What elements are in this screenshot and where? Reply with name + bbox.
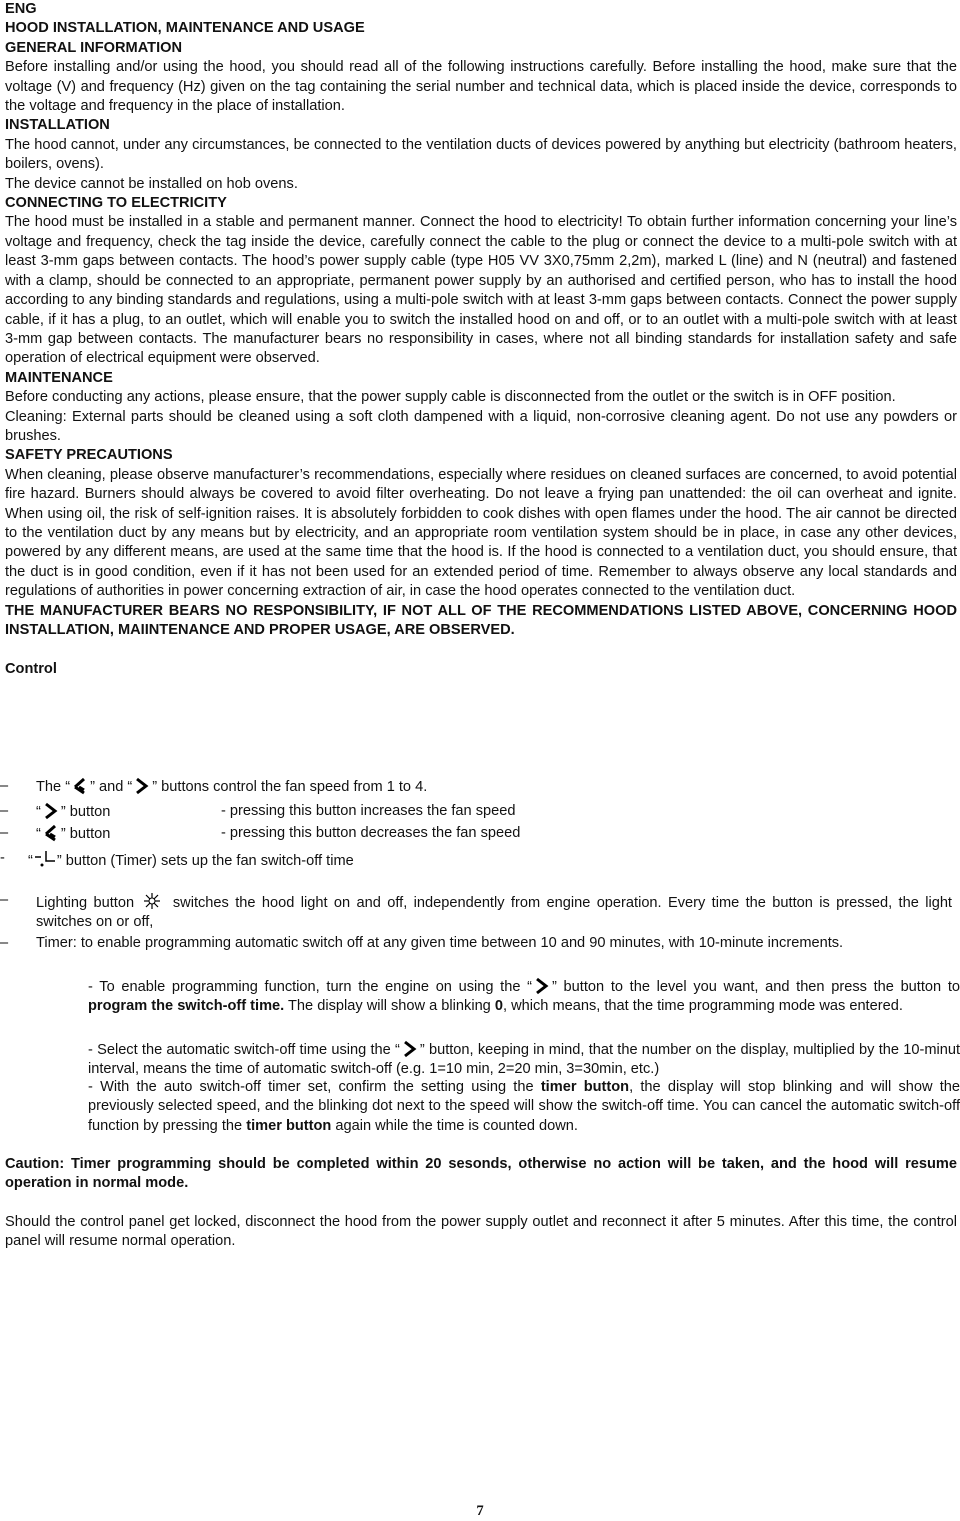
speed-up-icon xyxy=(532,977,552,995)
document-title: HOOD INSTALLATION, MAINTENANCE AND USAGE xyxy=(5,20,365,37)
timer-icon xyxy=(33,849,57,869)
speed-up-icon xyxy=(41,802,61,820)
list-dash: – xyxy=(0,935,9,951)
manufacturer-warning: THE MANUFACTURER BEARS NO RESPONSIBILITY, IF NOT ALL OF THE RECOMMENDATIONS LISTED ABOVE, CONCERNING HOOD INSTALLATION, MAIINTENANCE AND PROPER USAGE, ARE OBSERVED. xyxy=(5,602,957,638)
list-dash: – xyxy=(0,803,9,819)
locked-panel-text: Should the control panel get locked, disconnect the hood from the power supply outlet and reconnect it after 5 minutes. After this time, the control panel will resume normal operation. xyxy=(5,1214,957,1250)
timer-step-2: - Select the automatic switch-off time using the “ ” button, keeping in mind, that the number on the display, multiplied by the 10-minut interval, means the time of automatic switch-off (e.g. 1=10 min, 2=20 min, 3=30min, etc.) xyxy=(88,1042,960,1078)
list-dash: – xyxy=(0,892,9,908)
installation-text: The hood cannot, under any circumstances, be connected to the ventilation ducts of devices powered by anything but electricity (bathroom heaters, boilers, ovens). xyxy=(5,136,957,173)
language-label: ENG xyxy=(5,1,37,17)
cleaning-text: Cleaning: External parts should be cleaned using a soft cloth dampened with a liquid, non-corrosive cleaning agent. Do not use any powders or brushes. xyxy=(5,408,957,444)
electricity-text: The hood must be installed in a stable and permanent manner. Connect the hood to electricity! To obtain further information concerning your line’s voltage and frequency, check the tag inside the device, carefully connect the cable to the plug or connect the device to a multi-pole switch with at least 3-mm gaps between contacts. The hood’s power supply cable (type H05 VV 3X0,75mm 2,2m), marked L (line) and N (neutral) and fastened with a clamp, should be connected to an appropriate, permanent power supply by an authorised and certified person, who has to install the hood according to any binding standards and regulations, using a multi-pole switch with at least 3-mm gaps between contacts. Connect the power supply cable, if it has a plug, to an outlet, which will enable you to switch the installed hood on and off, or to an outlet with a multi-pole switch with at least 3-mm gap between contacts. The manufacturer bears no responsibility in cases, where not all binding standards for installation safety and safe operation of electrical equipment were observed. xyxy=(5,214,957,367)
list-hyphen: - xyxy=(0,850,5,866)
general-text: Before installing and/or using the hood, you should read all of the following instructions carefully. Before installing the hood, make sure that the voltage (V) and frequency (Hz) given on the tag containing the serial number and technical data, which is placed inside the device, corresponds to the voltage and frequency in the place of installation. xyxy=(5,59,957,115)
speed-up-icon xyxy=(132,777,152,795)
general-heading: GENERAL INFORMATION xyxy=(5,39,183,56)
speed-down-icon xyxy=(70,777,90,795)
list-dash: – xyxy=(0,825,9,841)
timer-step-1: - To enable programming function, turn the engine on using the “ ” button to the level you want, and then press the button to program the switch-off time. The display will show a blinking 0, which means, that the time programming mode was entered. xyxy=(88,979,960,1015)
control-heading: Control xyxy=(5,661,57,678)
safety-heading: SAFETY PRECAUTIONS xyxy=(5,447,173,464)
safety-text: When cleaning, please observe manufacturer’s recommendations, especially where residues on cleaned surfaces are concerned, to avoid potential fire hazard. Burners should always be covered to avoid filter overheating. Do not leave a frying pan unattended: the oil can overheat and ignite. When using oil, the risk of self-ignition raises. It is absolutely forbidden to cook dishes with open flames under the hood. The air cannot be directed to the ventilation duct by any means but by electricity, and an appropriate room ventilation system should be in place, in case any other devices, powered by any different means, are used at the same time that the hood is. If the hood is connected to a ventilation duct, you should ensure, that the duct is in good condition, even if it has not been used for an extended period of time. Remember to always observe any local standards and regulations of authorities in power concerning extraction of air, in case the hood operates connected to the ventilation duct. xyxy=(5,466,957,600)
timer-step-3: - With the auto switch-off timer set, confirm the setting using the timer button, the display will stop blinking and will show the previously selected speed, and the blinking dot next to the speed will show the switch-off time. You can cancel the automatic switch-off function by pressing the timer button again while the time is counted down. xyxy=(88,1079,960,1134)
list-dash: – xyxy=(0,778,9,794)
electricity-heading: CONNECTING TO ELECTRICITY xyxy=(5,195,227,212)
page-number: 7 xyxy=(476,1503,484,1519)
speed-down-icon xyxy=(41,824,61,842)
caution-text: Caution: Timer programming should be completed within 20 sesonds, otherwise no action will be taken, and the hood will resume operation in normal mode. xyxy=(5,1156,957,1192)
light-icon xyxy=(140,891,166,911)
installation-note: The device cannot be installed on hob ovens. xyxy=(5,175,298,192)
installation-heading: INSTALLATION xyxy=(5,117,110,134)
speed-up-icon xyxy=(400,1040,420,1058)
maintenance-heading: MAINTENANCE xyxy=(5,369,113,386)
maintenance-text: Before conducting any actions, please ensure, that the power supply cable is disconnected from the outlet or the switch is in OFF position. xyxy=(5,389,896,406)
manual-page xyxy=(5,0,957,680)
